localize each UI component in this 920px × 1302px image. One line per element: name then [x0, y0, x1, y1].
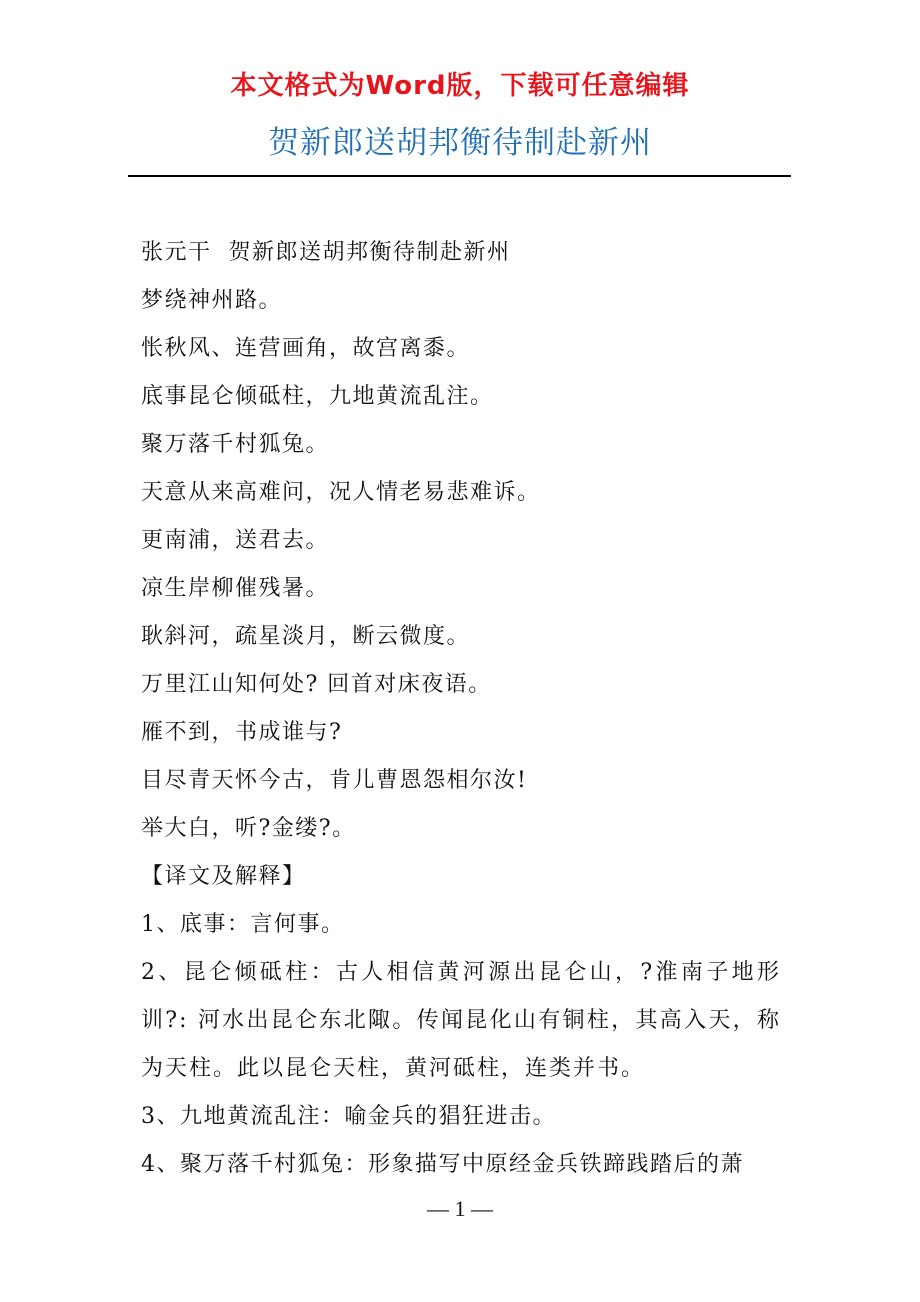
- poem-line: 梦绕神州路。: [141, 288, 283, 313]
- poem-line: 目尽青天怀今古，肯儿曹恩怨相尔汝!: [141, 768, 528, 793]
- poem-heading: 张元干 贺新郎送胡邦衡待制赴新州: [141, 240, 511, 265]
- poem-line: 聚万落千村狐兔。: [141, 432, 330, 457]
- note-item: 3、九地黄流乱注：喻金兵的猖狂进击。: [141, 1104, 556, 1129]
- format-banner: 本文格式为Word版，下载可任意编辑: [230, 71, 690, 101]
- poem-line: 万里江山知何处? 回首对床夜语。: [141, 672, 492, 697]
- note-item: 1、底事：言何事。: [141, 912, 345, 937]
- title-divider: [128, 175, 791, 177]
- document-body: [141, 229, 781, 1189]
- poem-line: 怅秋风、连营画角，故宫离黍。: [141, 336, 471, 361]
- page-number: — 1 —: [427, 1196, 493, 1221]
- note-item: 4、聚万落千村狐兔：形象描写中原经金兵铁蹄践踏后的萧: [141, 1152, 744, 1177]
- poem-lines: [141, 277, 781, 853]
- notes-heading: 【译文及解释】: [141, 864, 306, 889]
- note-item: 2、昆仑倾砥柱：古人相信黄河源出昆仑山，?淮南子地形训?: 河水出昆仑东北陬。传闻昆化山有铜柱，其高入天，称为天柱。此以昆仑天柱，黄河砥柱，连类并书。: [141, 960, 781, 1081]
- poem-line: 举大白，听?金缕?。: [141, 816, 356, 841]
- poem-line: 更南浦，送君去。: [141, 528, 330, 553]
- poem-line: 雁不到，书成谁与?: [141, 720, 343, 745]
- poem-line: 耿斜河，疏星淡月，断云微度。: [141, 624, 471, 649]
- poem-line: 底事昆仑倾砥柱，九地黄流乱注。: [141, 384, 494, 409]
- document-title: 贺新郎送胡邦衡待制赴新州: [268, 125, 652, 161]
- poem-line: 凉生岸柳催残暑。: [141, 576, 330, 601]
- poem-line: 天意从来高难问，况人情老易悲难诉。: [141, 480, 541, 505]
- notes-list: [141, 901, 781, 1189]
